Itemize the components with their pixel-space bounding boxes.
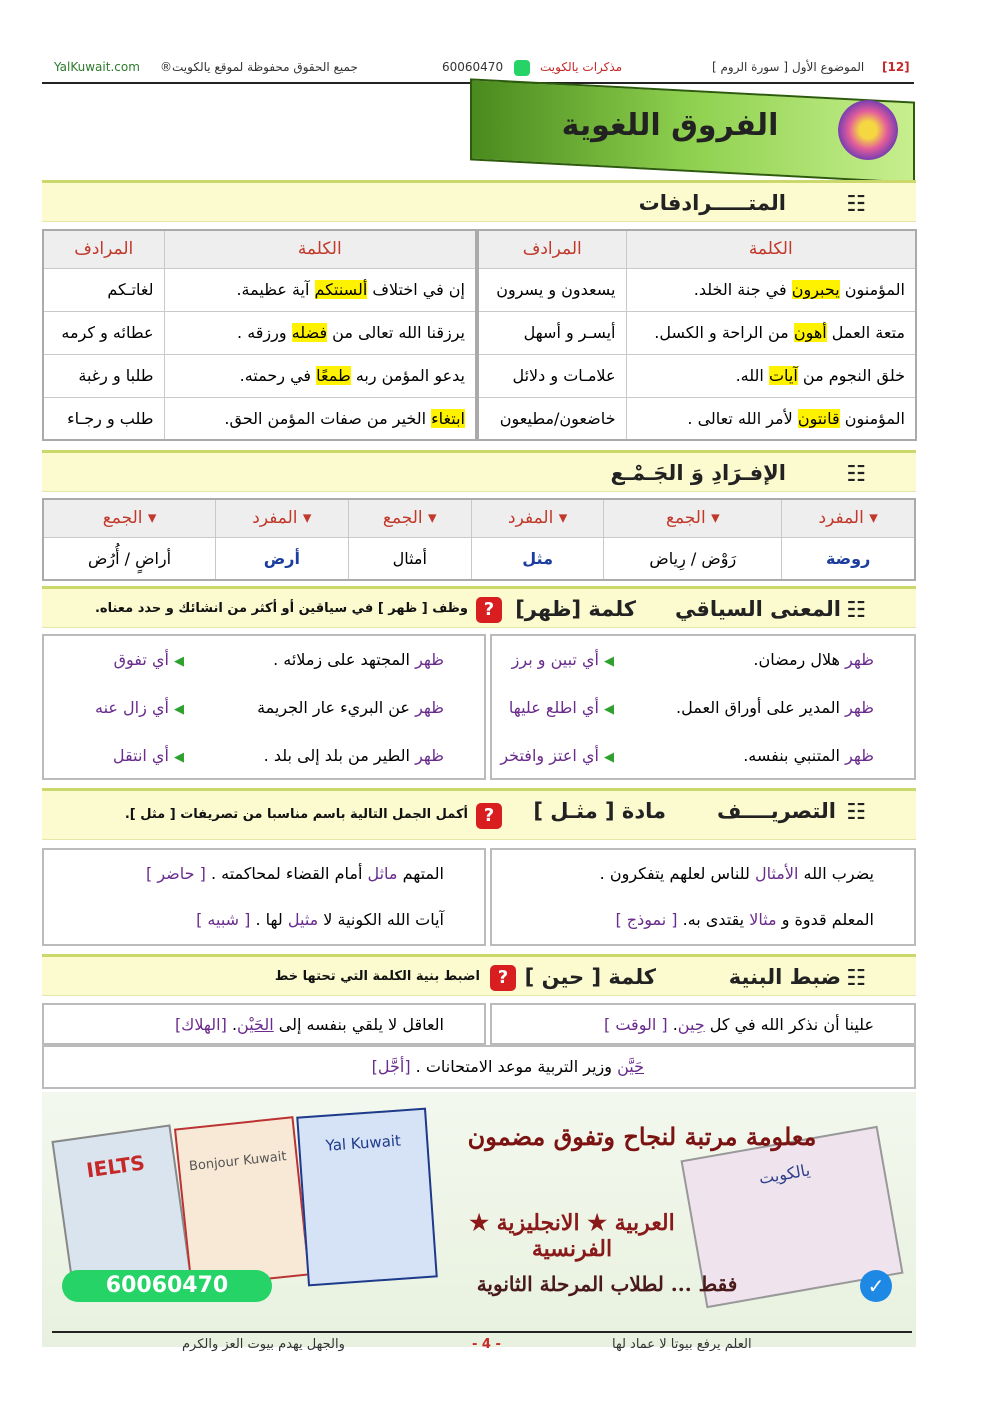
list-icon: ☷ bbox=[846, 462, 866, 487]
table-row: يرزقنا الله تعالى من فضله ورزقه . عطائه و كرمه bbox=[43, 311, 476, 354]
context-word: كلمة [ظهر] bbox=[515, 597, 636, 621]
singular-plural-table bbox=[42, 498, 916, 581]
singular-plural-bar bbox=[42, 450, 916, 492]
footer-right: العلم يرفع بيوتا لا عماد لها bbox=[612, 1337, 752, 1352]
book-french: Bonjour Kuwait bbox=[174, 1116, 310, 1288]
table-row: إن في اختلاف ألسنتكم آية عظيمة. لغاتـكم bbox=[43, 268, 476, 311]
col-syn: المرادف bbox=[478, 230, 626, 268]
context-right-box: ظهر هلال رمضان. ◀ أي تبين و برز ظهر المدير على أوراق العمل. ◀ أي اطلع عليها ظهر المتنبي بنفسه. ◀ أي اعتز وافتخر bbox=[490, 634, 916, 780]
col-plural: ▾ الجمع bbox=[604, 499, 782, 537]
page-number: - 4 - bbox=[472, 1337, 501, 1352]
page-footer bbox=[52, 1331, 912, 1355]
question-icon: ? bbox=[476, 803, 502, 829]
list-icon: ☷ bbox=[846, 966, 866, 991]
conjugation-right-box: يضرب الله الأمثال للناس لعلهم يتفكرون . المعلم قدوة و مثالا يقتدى به. [ نموذج ] bbox=[490, 848, 916, 946]
col-word: الكلمة bbox=[626, 230, 916, 268]
table-row: يدعو المؤمن ربه طمعًا في رحمته. طلبا و رغبة bbox=[43, 354, 476, 397]
whatsapp-icon bbox=[514, 60, 530, 76]
structure-instruction: اضبط بنية الكلمة التي تحتها خط bbox=[274, 969, 480, 984]
list-icon: ☷ bbox=[846, 598, 866, 623]
lesson-number: [12] bbox=[882, 60, 910, 74]
col-syn: المرادف bbox=[43, 230, 164, 268]
advertisement[interactable] bbox=[42, 1092, 916, 1347]
surah-label: [ سورة الروم ] bbox=[712, 60, 788, 74]
question-icon: ? bbox=[476, 597, 502, 623]
col-plural: ▾ الجمع bbox=[43, 499, 216, 537]
synonyms-table-left bbox=[42, 229, 477, 441]
context-bar bbox=[42, 586, 916, 628]
site-url[interactable]: YalKuwait.com bbox=[54, 60, 140, 74]
synonyms-bar bbox=[42, 180, 916, 222]
table-row: المؤمنون يحبرون في جنة الخلد. يسعدون و يسرون bbox=[478, 268, 916, 311]
table-row: خلق النجوم من آيات الله. علامـات و دلائل bbox=[478, 354, 916, 397]
structure-bar bbox=[42, 954, 916, 996]
structure-bottom-box: حَيَّن وزير التربية موعد الامتحانات . [أجَّل] bbox=[42, 1045, 916, 1089]
ad-langs: العربية ★ الانجليزية ★ الفرنسية bbox=[469, 1210, 675, 1262]
header-phone: 60060470 bbox=[442, 60, 504, 74]
col-singular: ▾ المفرد bbox=[782, 499, 915, 537]
verified-icon: ✓ bbox=[860, 1270, 892, 1302]
col-singular: ▾ المفرد bbox=[216, 499, 348, 537]
list-icon: ☷ bbox=[846, 800, 866, 825]
table-row: المؤمنون قانتون لأمر الله تعالى . خاضعون/مطيعون bbox=[478, 397, 916, 440]
book-arabic: يالكويت bbox=[680, 1126, 903, 1308]
context-instruction: وظف [ ظهر ] في سياقين أو أكثر من انشائك و حدد معناه. bbox=[94, 601, 468, 616]
table-row: روضة رَوْض / رِياض مثل أمثال أرض أراضٍ / أُرُض bbox=[43, 537, 915, 580]
flower-icon bbox=[838, 100, 898, 160]
table-row: ابتغاء الخير من صفات المؤمن الحق. طلب و رجـاء bbox=[43, 397, 476, 440]
question-icon: ? bbox=[490, 965, 516, 991]
banner-title: الفروق اللغوية bbox=[561, 108, 779, 143]
synonyms-title: المتـــــرادفات bbox=[638, 191, 786, 215]
col-plural: ▾ الجمع bbox=[348, 499, 471, 537]
singular-plural-title: الإفـرَادِ وَ الجَـمْـع bbox=[610, 461, 786, 485]
structure-right-box: علينا أن نذكر الله في كل حِين. [ الوقت ] bbox=[490, 1003, 916, 1045]
structure-title: ضبط البنية bbox=[728, 965, 841, 989]
topic-label: الموضوع الأول bbox=[792, 60, 865, 74]
conjugation-word: مادة [ مثـل ] bbox=[533, 799, 666, 823]
context-left-box: ظهر المجتهد على زملائه . ◀ أي تفوق ظهر عن البريء عار الجريمة ◀ أي زال عنه ظهر الطير من بلد إلى بلد . ◀ أي انتقل bbox=[42, 634, 486, 780]
ad-subtitle: فقط ... لطلاب المرحلة الثانوية bbox=[476, 1272, 738, 1296]
conjugation-title: التصريــــف bbox=[716, 799, 836, 823]
synonyms-table-right bbox=[477, 229, 917, 441]
ad-phone[interactable]: 60060470 bbox=[62, 1270, 272, 1302]
footer-left: والجهل يهدم بيوت العز والكرم bbox=[182, 1337, 345, 1352]
rights-text: ®جميع الحقوق محفوظة لموقع يالكويت bbox=[160, 60, 358, 74]
list-icon: ☷ bbox=[846, 192, 866, 217]
notes-label: مذكرات يالكويت bbox=[540, 60, 623, 74]
book-english: Yal Kuwait bbox=[296, 1108, 438, 1287]
book-ielts: IELTS bbox=[51, 1124, 192, 1299]
conjugation-left-box: المتهم ماثل أمام القضاء لمحاكمته . [ حاضر ] آيات الله الكونية لا مثيل لها . [ شبيه ] bbox=[42, 848, 486, 946]
structure-word: كلمة [ حين ] bbox=[524, 965, 656, 989]
conjugation-bar bbox=[42, 788, 916, 840]
table-row: متعة العمل أهون من الراحة و الكسل. أيسـر و أسهل bbox=[478, 311, 916, 354]
structure-left-box: العاقل لا يلقي بنفسه إلى الحَيْن. [الهلاك] bbox=[42, 1003, 486, 1045]
context-title: المعنى السياقي bbox=[674, 597, 841, 621]
col-word: الكلمة bbox=[164, 230, 476, 268]
conjugation-instruction: أكمل الجمل التالية باسم مناسبا من تصريفات [ مثل ]. bbox=[124, 807, 468, 822]
ad-headline: معلومة مرتبة لنجاح وتفوق مضمون bbox=[467, 1122, 817, 1151]
col-singular: ▾ المفرد bbox=[471, 499, 603, 537]
